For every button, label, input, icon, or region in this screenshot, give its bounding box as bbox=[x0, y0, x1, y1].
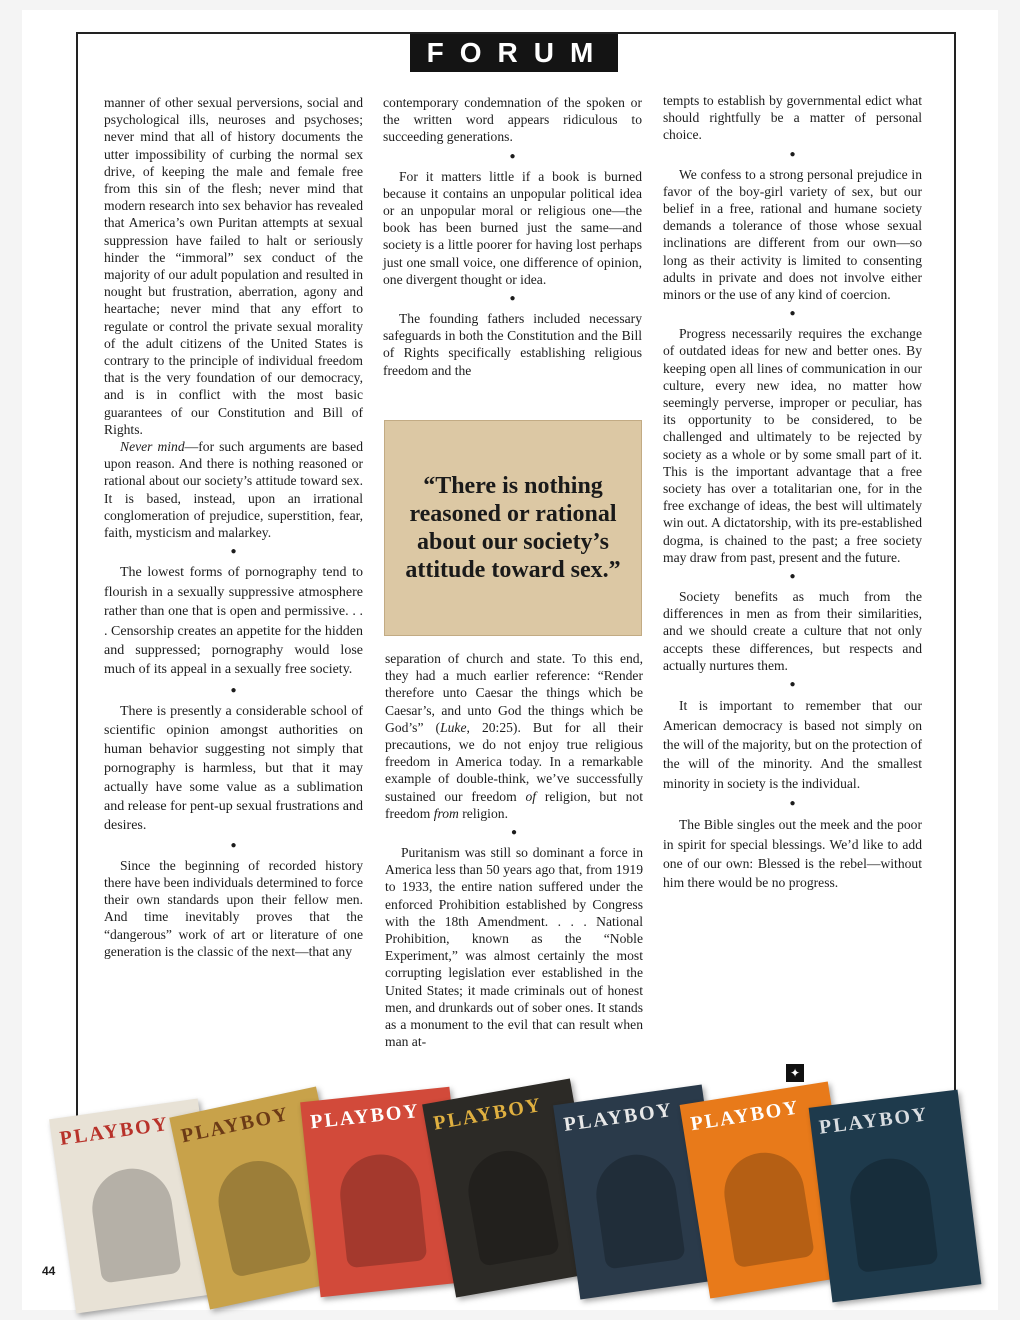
paragraph: separation of church and state. To this end, they had a much earlier reference: “Render therefore unto Caesar the things which be Caesar’s, and unto God the things which be God’s” (Luke, 20:25). But for all their precautions, we do not enjoy true religious freedom in America today. In a remarkable example of double-think, we’ve successfully sustained our freedom of religion, but not freedom from religion. bbox=[385, 651, 644, 821]
cover-masthead: PLAYBOY bbox=[562, 1098, 675, 1136]
cover-illustration bbox=[591, 1149, 686, 1269]
cover-illustration bbox=[462, 1144, 560, 1266]
bullet-divider: ● bbox=[789, 798, 796, 810]
bullet-divider: ● bbox=[509, 293, 516, 305]
paragraph: manner of other sexual perversions, social and psychological ills, neuroses and psychoses; never mind that all of history documents the utter impossibility of curbing the normal sex drive, of keeping the male and female free from this sin of the flesh; never mind that modern research into sex behavior has revealed that America’s own Puritan attempts at sexual suppression have failed to halt or seriously hinder the “immoral” sex conduct of the majority of our adult population and resulted in nought but frustration, aberration, agony and heartache; never mind that any effort to regulate or control the private sexual morality of the adult citizens of the United States is contrary to the principle of individual freedom that is the very foundation of our democracy, and is in conflict with the most basic guarantees of our Constitution and Bill of Rights. bbox=[104, 95, 363, 437]
cover-masthead: PLAYBOY bbox=[431, 1093, 544, 1135]
paragraph: contemporary condemnation of the spoken or the written word appears ridiculous to succeeding generations. bbox=[383, 95, 642, 145]
bullet-divider: ● bbox=[789, 679, 796, 691]
section-header: FORUM bbox=[410, 34, 618, 72]
pull-quote-text: “There is nothing reasoned or rational about our society’s attitude toward sex.” bbox=[405, 473, 621, 583]
page-number: 44 bbox=[42, 1264, 56, 1278]
paragraph: The lowest forms of pornography tend to flourish in a sexually suppressive atmosphere rather than one that is open and permissive. . . . Censorship creates an appetite for the hidden and suppressed; pornography would lose much of its appeal in a sexually free society. bbox=[104, 565, 363, 678]
bullet-divider: ● bbox=[789, 148, 796, 160]
cover-illustration bbox=[336, 1151, 427, 1269]
magazine-cover bbox=[809, 1090, 982, 1303]
rabbit-logo-icon: ✦ bbox=[786, 1064, 804, 1082]
cover-masthead: PLAYBOY bbox=[817, 1103, 930, 1139]
bullet-divider: ● bbox=[230, 684, 237, 696]
column-1 bbox=[104, 94, 363, 960]
cover-illustration bbox=[211, 1154, 312, 1278]
paragraph: The Bible singles out the meek and the poor in spirit for special blessings. We’d like to add one of our own: Blessed is the rebel—without him there would be no progress. bbox=[663, 817, 922, 891]
paragraph-rest: —for such arguments are based upon reason. And there is nothing reasoned or rational about our society’s attitude toward sex. It is based, instead, upon an irrational conglomeration of prejudice, superstition, fear, faith, mysticism and malarkey. bbox=[104, 439, 363, 541]
emphasis: Never mind bbox=[120, 439, 185, 455]
paragraph: We confess to a strong personal prejudice in favor of the boy-girl variety of sex, but our belief in a free, rational and humane society demands a tolerance of those whose sexual inclinations are different from our own—so long as their activity is limited to consenting adults in private and does not involve either minors or the use of any kind of coercion. bbox=[663, 166, 922, 303]
paragraph: Progress necessarily requires the exchange of outdated ideas for new and better ones. By keeping open all lines of communication in our culture, every new idea, no matter how seemingly perverse, improper or peculiar, has its opportunity to be considered, to be challenged and ultimately to be rejected by society as a whole or by some small part of it. This is the important advantage that a free society has over a totalitarian one, for in the free exchange of ideas, the best will ultimately win out. A dictatorship, with its pre-established dogma, is chained to the past; a free society may draw from past, present and the future. bbox=[663, 326, 922, 565]
column-2-top bbox=[383, 94, 642, 379]
column-3 bbox=[663, 92, 922, 893]
bullet-divider: ● bbox=[510, 827, 518, 839]
column-2-bottom bbox=[385, 650, 643, 1050]
paragraph: Since the beginning of recorded history there have been individuals determined to force their own standards upon their fellow men. And time inevitably proves that the “dangerous” work of art or literature of one generation is the classic of the next—that any bbox=[104, 857, 363, 959]
paragraph: tempts to establish by governmental edict what should rightfully be a matter of personal choice. bbox=[663, 93, 922, 143]
paragraph: It is important to remember that our American democracy is based not simply on the will of the majority, but on the protection of the will of the minority. And the smallest minority in society is the individual. bbox=[663, 698, 922, 791]
cover-masthead: PLAYBOY bbox=[309, 1099, 421, 1134]
cover-illustration bbox=[719, 1147, 815, 1268]
bullet-divider: ● bbox=[789, 308, 796, 320]
bullet-divider: ● bbox=[509, 150, 516, 162]
paragraph: The founding fathers included necessary safeguards in both the Constitution and the Bill of Rights specifically establishing religious freedom and the bbox=[383, 311, 642, 378]
paragraph: Puritanism was still so dominant a force in America less than 50 years ago that, from 1919 to 1933, the entire nation suffered under the enforced Prohibition established by Congress with the 18th Amendment. . . . National Prohibition, known as the “Noble Experiment,” was almost certainly the most corrupting legislation ever established in the United States; it made criminals out of honest men, and drunkards out of sober ones. It stands as a monument to the evil that can result when man at- bbox=[385, 845, 643, 1050]
paragraph: Society benefits as much from the differences in men as from their similarities, and we should create a culture that not only accepts these differences, but respects and actually nurtures them. bbox=[663, 589, 922, 673]
bullet-divider: ● bbox=[230, 546, 237, 558]
cover-masthead: PLAYBOY bbox=[58, 1112, 171, 1150]
cover-masthead: PLAYBOY bbox=[689, 1096, 802, 1136]
bullet-divider: ● bbox=[230, 839, 237, 851]
paragraph bbox=[104, 438, 363, 541]
cover-illustration bbox=[846, 1154, 939, 1273]
paragraph: For it matters little if a book is burned because it contains an unpopular political idea or an unpopular moral or religious one—the book has been burned just the same—and society is a little poorer for having lost perhaps just one small voice, one difference of opinion, one divergent thought or idea. bbox=[383, 168, 642, 287]
cover-illustration bbox=[87, 1163, 182, 1283]
pull-quote bbox=[384, 420, 642, 636]
bullet-divider: ● bbox=[789, 571, 796, 583]
paragraph: There is presently a considerable school of scientific opinion amongst authorities on human behavior suggesting not simply that pornography is harmless, but that it may actually have some value as a sublimation and release for pent-up sexual frustrations and desires. bbox=[104, 703, 363, 833]
cover-masthead: PLAYBOY bbox=[179, 1102, 292, 1148]
